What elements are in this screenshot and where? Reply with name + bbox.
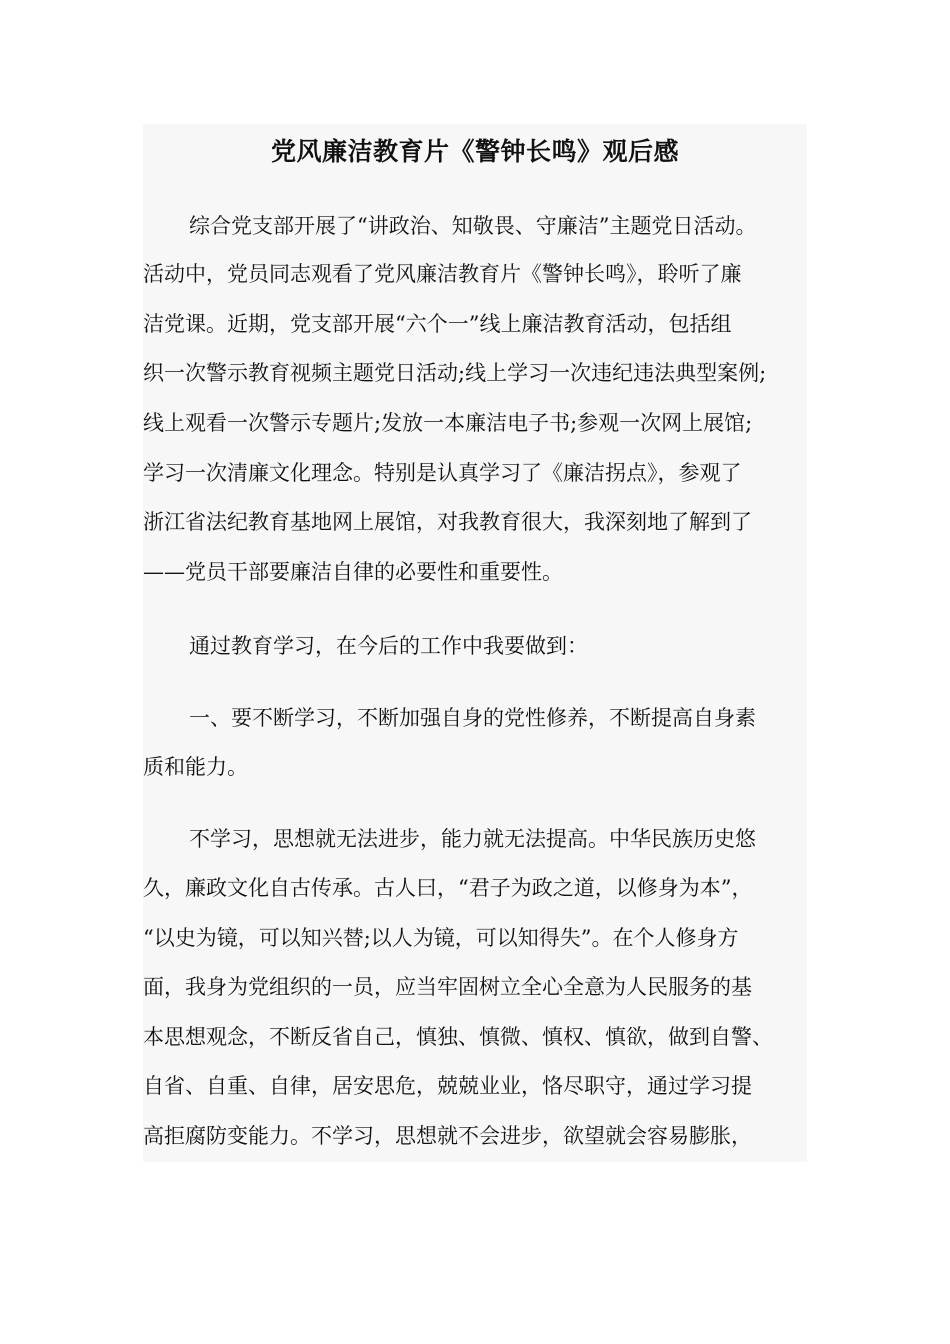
text-line: 学习一次清廉文化理念。特别是认真学习了《廉洁拐点》，参观了 [143,461,742,485]
text-line: 一、要不断学习，不断加强自身的党性修养，不断提高自身素 [189,706,756,730]
text-line: 织一次警示教育视频主题党日活动;线上学习一次违纪违法典型案例; [143,361,767,385]
text-line: 本思想观念，不断反省自己，慎独、慎微、慎权、慎欲，做到自警、 [143,1025,773,1049]
text-line: 通过教育学习，在今后的工作中我要做到： [189,634,588,658]
text-line: 综合党支部开展了“讲政治、知敬畏、守廉洁”主题党日活动。 [189,214,757,238]
text-line: 不学习，思想就无法进步，能力就无法提高。中华民族历史悠 [189,827,756,851]
text-line: 活动中，党员同志观看了党风廉洁教育片《警钟长鸣》，聆听了廉 [143,262,742,286]
document-title: 党风廉洁教育片《警钟长鸣》观后感 [270,137,679,166]
text-line: 线上观看一次警示专题片;发放一本廉洁电子书;参观一次网上展馆; [143,411,753,435]
text-line: 高拒腐防变能力。不学习，思想就不会进步，欲望就会容易膨胀， [143,1124,752,1148]
text-line: 质和能力。 [143,755,248,779]
text-line: 久，廉政文化自古传承。古人曰，“君子为政之道，以修身为本”， [143,876,753,900]
text-line: 面，我身为党组织的一员，应当牢固树立全心全意为人民服务的基 [143,975,752,999]
text-line: 洁党课。近期，党支部开展“六个一”线上廉洁教育活动，包括组 [143,312,732,336]
text-line: “以史为镜，可以知兴替;以人为镜，可以知得失”。在个人修身方 [143,926,739,950]
text-line: 自省、自重、自律，居安思危，兢兢业业，恪尽职守，通过学习提 [143,1074,752,1098]
text-line: 浙江省法纪教育基地网上展馆，对我教育很大，我深刻地了解到了 [143,510,752,534]
text-line: ——党员干部要廉洁自律的必要性和重要性。 [143,560,563,584]
